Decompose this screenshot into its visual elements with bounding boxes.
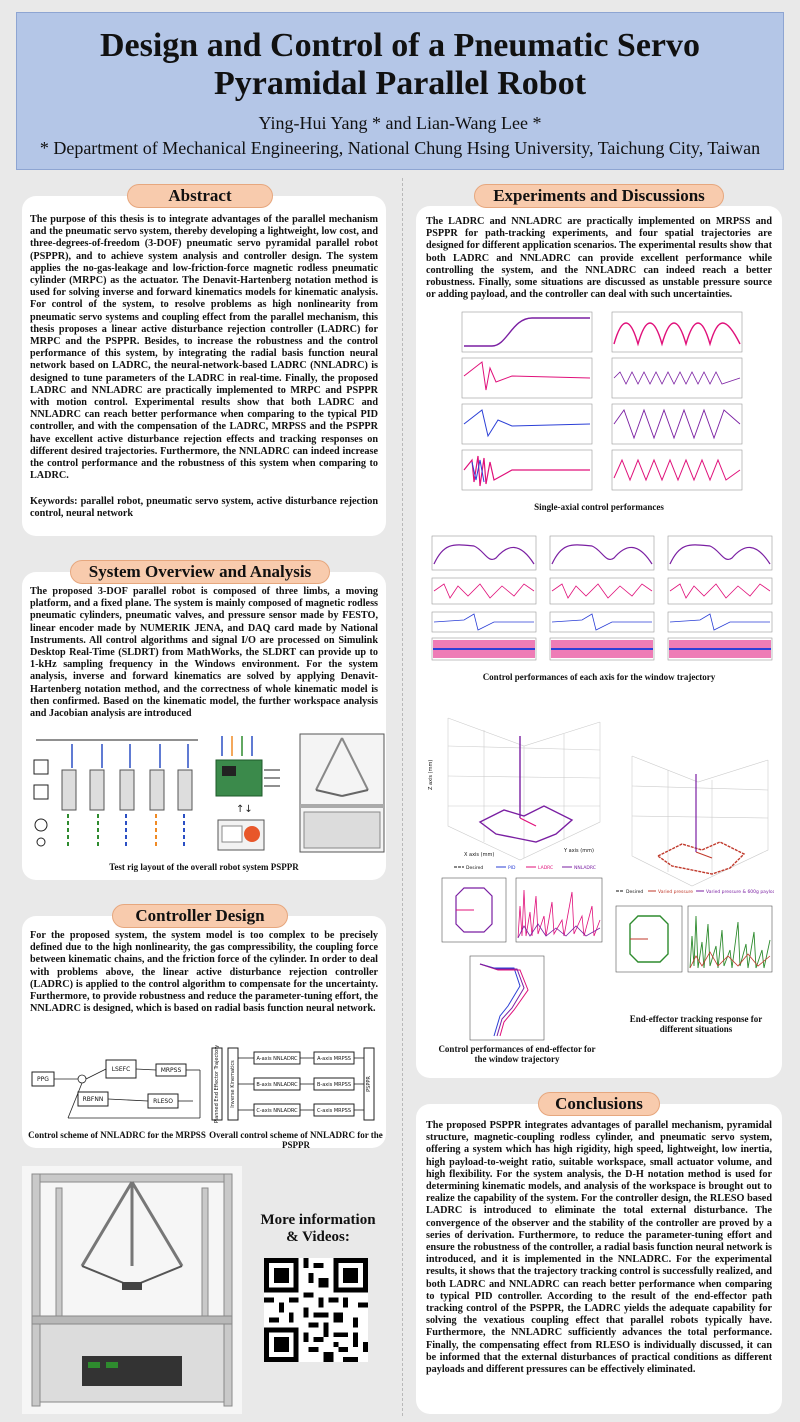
single-axial-plots (452, 310, 752, 498)
abstract-panel (22, 196, 386, 536)
test-rig-figure (28, 730, 380, 858)
poster-header (16, 12, 784, 170)
block-mrpss: MRPSS (160, 1067, 182, 1074)
x-axis-label-3d: X axis (mm) (464, 852, 495, 858)
block-a-nnladrc: A-axis NNLADRC (256, 1056, 298, 1062)
block-a-mrpss: A-axis MRPSS (317, 1056, 351, 1062)
z-axis-label-3d: Z axis (mm) (428, 759, 434, 790)
psppr-control-scheme (208, 1044, 380, 1126)
column-divider (402, 178, 403, 1416)
block-psppr: PSPPR (366, 1076, 372, 1092)
robot-frame-illustration (294, 730, 390, 858)
overview-caption: Test rig layout of the overall robot system PSPPR (109, 862, 299, 872)
pneumatic-schematic (28, 730, 208, 858)
block-ppg: PPG (37, 1076, 49, 1083)
authors: Ying-Hui Yang * and Lian-Wang Lee * (258, 113, 542, 133)
legend-desired: Desired (466, 866, 484, 871)
keywords: Keywords: parallel robot, pneumatic servo system, active disturbance rejection control, neural network (30, 496, 378, 520)
controller-heading: Controller Design (112, 904, 288, 928)
abstract-text: The purpose of this thesis is to integrate advantages of the parallel mechanism and the pneumatic servo system, thereby developing a lightweight, low cost, and three-degrees-of-freedom (3-DOF) pneumatic servo pyramidal parallel robot (PSPPR), and to achieve system analysis and controller design. The system applies the no-gas-leakage and low-friction-force magnetic rodless pneumatic cylinder (MRPC) as the actuator. The Denavit-Hartenberg notation method is used for solving inverse and forward kinematics models for kinematic analysis. For control of the system, to resolve problems as high nonlinearity from pneumatic servo systems and coupling effect from the parallel mechanism, this thesis proposes a linear active disturbance rejection controller (LADRC) for MRPC and the PSPPR. Besides, to increase the robustness and the control performance of this system, by integrating the radial basis function neural network based on LADRC, the neural-network-based LADRC (NNLADRC) is designed to tune parameters of the LADRC in real-time. Finally, the proposed LADRC and NNLADRC are practically implemented to MRPC and PSPPR with motion control. Experimental results show that both LADRC and NNLADRC can reach better performance when comparing to the typical PID controller, and with the compensation of the LADRC, MRPSS and the PSPPR have excellent active disturbance rejection effects and tracking responses on different desired trajectories. Furthermore, the NNLADRC can indeed increase the control performance and the robustness of this system when comparing to LADRC. (30, 214, 378, 482)
conclusions-text: The proposed PSPPR integrates advantages of parallel mechanism, pyramidal structure, magnetic-coupling rodless cylinder, and pneumatic servo system, offering a system which has high rigidity, high speed, lightweight, low inertia, high payload-to-weight ratio, suitable workspace, small actuator volume, and high flexibility. For the system analysis, the D-H notation method is used for determining kinematic models, and analysis of the workspace is brought out to realize the capability of the system. For the controller design, the RLESO based LADRC is introduced to eliminate the total external disturbance. The convergence of the observer and the stability of the controller are proved by a series of derivation. Furthermore, to reduce the parameter-tuning effort and ensure the robustness of the controller, a radial basis function neural network is introduced, and it is implemented in the NNLADRC. For the experimental results, it shows that the trajectory tracking control is successfully realized, and both LADRC and NNLADRC can reach better performance when comparing to typical PID controller. According to the result of the end-effector path tracking control of the PSPPR, the LADRC yields the adequate capability for solving the vexatious coupling effect that parallel robots typically have. Furthermore, the NNLADRC sufficiently advances the total performance. Finally, the compensating effect from RLESO is individually discussed, it can be informed that the external disturbances of practical conditions as different payloads and different pressures can be effectively eliminated. (426, 1120, 772, 1376)
caption-window-axis: Control performances of each axis for the window trajectory (482, 672, 716, 682)
block-trajectory: Planned End Effector Trajectory (214, 1044, 220, 1124)
caption-single-axial: Single-axial control performances (534, 502, 664, 512)
y-axis-label-3d: Y axis (mm) (564, 848, 594, 854)
affiliation: * Department of Mechanical Engineering, National Chung Hsing University, Taichung City, Taiwan (39, 138, 761, 158)
block-c-mrpss: C-axis MRPSS (316, 1108, 352, 1114)
legend-desired-situations: Desired (626, 890, 644, 895)
daq-card-illustration (212, 730, 292, 858)
legend-ladrc: LADRC (538, 866, 554, 871)
controller-caption-right: Overall control scheme of NNLADRC for the PSPPR (209, 1130, 383, 1150)
block-rbfnn: RBFNN (82, 1096, 104, 1103)
experiments-panel (416, 206, 782, 1078)
single-axial-figure (452, 310, 752, 498)
abstract-heading: Abstract (127, 184, 273, 208)
legend-varied-pressure: Varied pressure (658, 890, 694, 895)
conclusions-panel (416, 1104, 782, 1414)
caption-situations: End-effector tracking response for different situations (629, 1014, 763, 1034)
svg-text:↑↓: ↑↓ (236, 804, 253, 815)
end-effector-3d-plots (424, 706, 610, 1046)
conclusions-heading: Conclusions (538, 1092, 660, 1116)
robot-frame-photo (22, 1166, 242, 1414)
experiments-text: The LADRC and NNLADRC are practically implemented on MRPSS and PSPPR for path-tracking experiments, and four spatial trajectories are designed for different application scenarios. The experimental results show that both LADRC and NNLADRC can provide excellent performance while controlling the system, and the NNLADRC can indeed reach a better robustness. Finally, some situations are discussed as unstable pressure source or adding payload, and the controller can deal with such uncertainties. (426, 216, 772, 301)
robot-photo (22, 1166, 242, 1414)
overview-panel (22, 572, 386, 880)
end-effector-3d-figure (424, 706, 610, 1046)
situations-figure (612, 746, 774, 1006)
qr-code[interactable] (264, 1258, 368, 1362)
controller-panel (22, 916, 386, 1148)
poster-title: Design and Control of a Pneumatic Servo Pyramidal Parallel Robot (99, 27, 701, 102)
block-b-nnladrc: B-axis NNLADRC (256, 1082, 298, 1088)
situations-plots (612, 746, 774, 1006)
more-info-label: More information & Videos: (260, 1212, 376, 1245)
block-rleso: RLESO (153, 1098, 173, 1105)
legend-nnladrc: NNLADRC (574, 866, 596, 871)
window-axis-plots (424, 534, 774, 664)
block-lsefc: LSEFC (111, 1066, 131, 1073)
overview-heading: System Overview and Analysis (70, 560, 330, 584)
overview-text: The proposed 3-DOF parallel robot is composed of three limbs, a moving platform, and a fixed plane. The system is mainly composed of magnetic rodless pneumatic cylinders, pneumatic valves, and pressure sensor made by FESTO, linear encoder made by NUMERIK JENA, and DAQ card made by National Instruments. All control algorithms and signal I/O are processed on Simulink Desktop Real-Time (SLDRT) from MathWorks, the SLDRT can provide up to 1-kHz sampling frequency in the Windows environment. For the system analysis, inverse and forward kinematics are solved by applying Denavit-Hartenberg notation method, and the correctness of whole kinematic model is then confirmed. Based on the kinematic model, the further workspace analysis and Jacobian analysis are introduced (30, 586, 378, 720)
legend-pid: PID (508, 866, 516, 871)
mrpss-control-scheme (28, 1044, 206, 1126)
block-b-mrpss: B-axis MRPSS (317, 1082, 351, 1088)
controller-caption-left: Control scheme of NNLADRC for the MRPSS (28, 1130, 206, 1140)
controller-text: For the proposed system, the system model is too complex to be precisely defined due to the high nonlinearity, the gas compressibility, the coupling force between kinematic chains, and the friction force of the cylinder. In order to deal with problems above, the linear active disturbance rejection controller (LADRC) is applied to the control algorithm to compensate for the uncertainty. Furthermore, to provide robustness and reduce the parameter-tuning effort, the NNLADRC is designed, which is based on radial basis function neural network. (30, 930, 378, 1015)
experiments-heading: Experiments and Discussions (474, 184, 724, 208)
window-axis-figure (424, 534, 774, 664)
caption-end-effector: Control performances of end-effector for the window trajectory (438, 1044, 596, 1064)
block-c-nnladrc: C-axis NNLADRC (256, 1108, 298, 1114)
block-inverse-kinematics: Inverse Kinematics (230, 1060, 236, 1108)
legend-varied-pressure-payload: Varied pressure & 600g payload (706, 890, 774, 895)
